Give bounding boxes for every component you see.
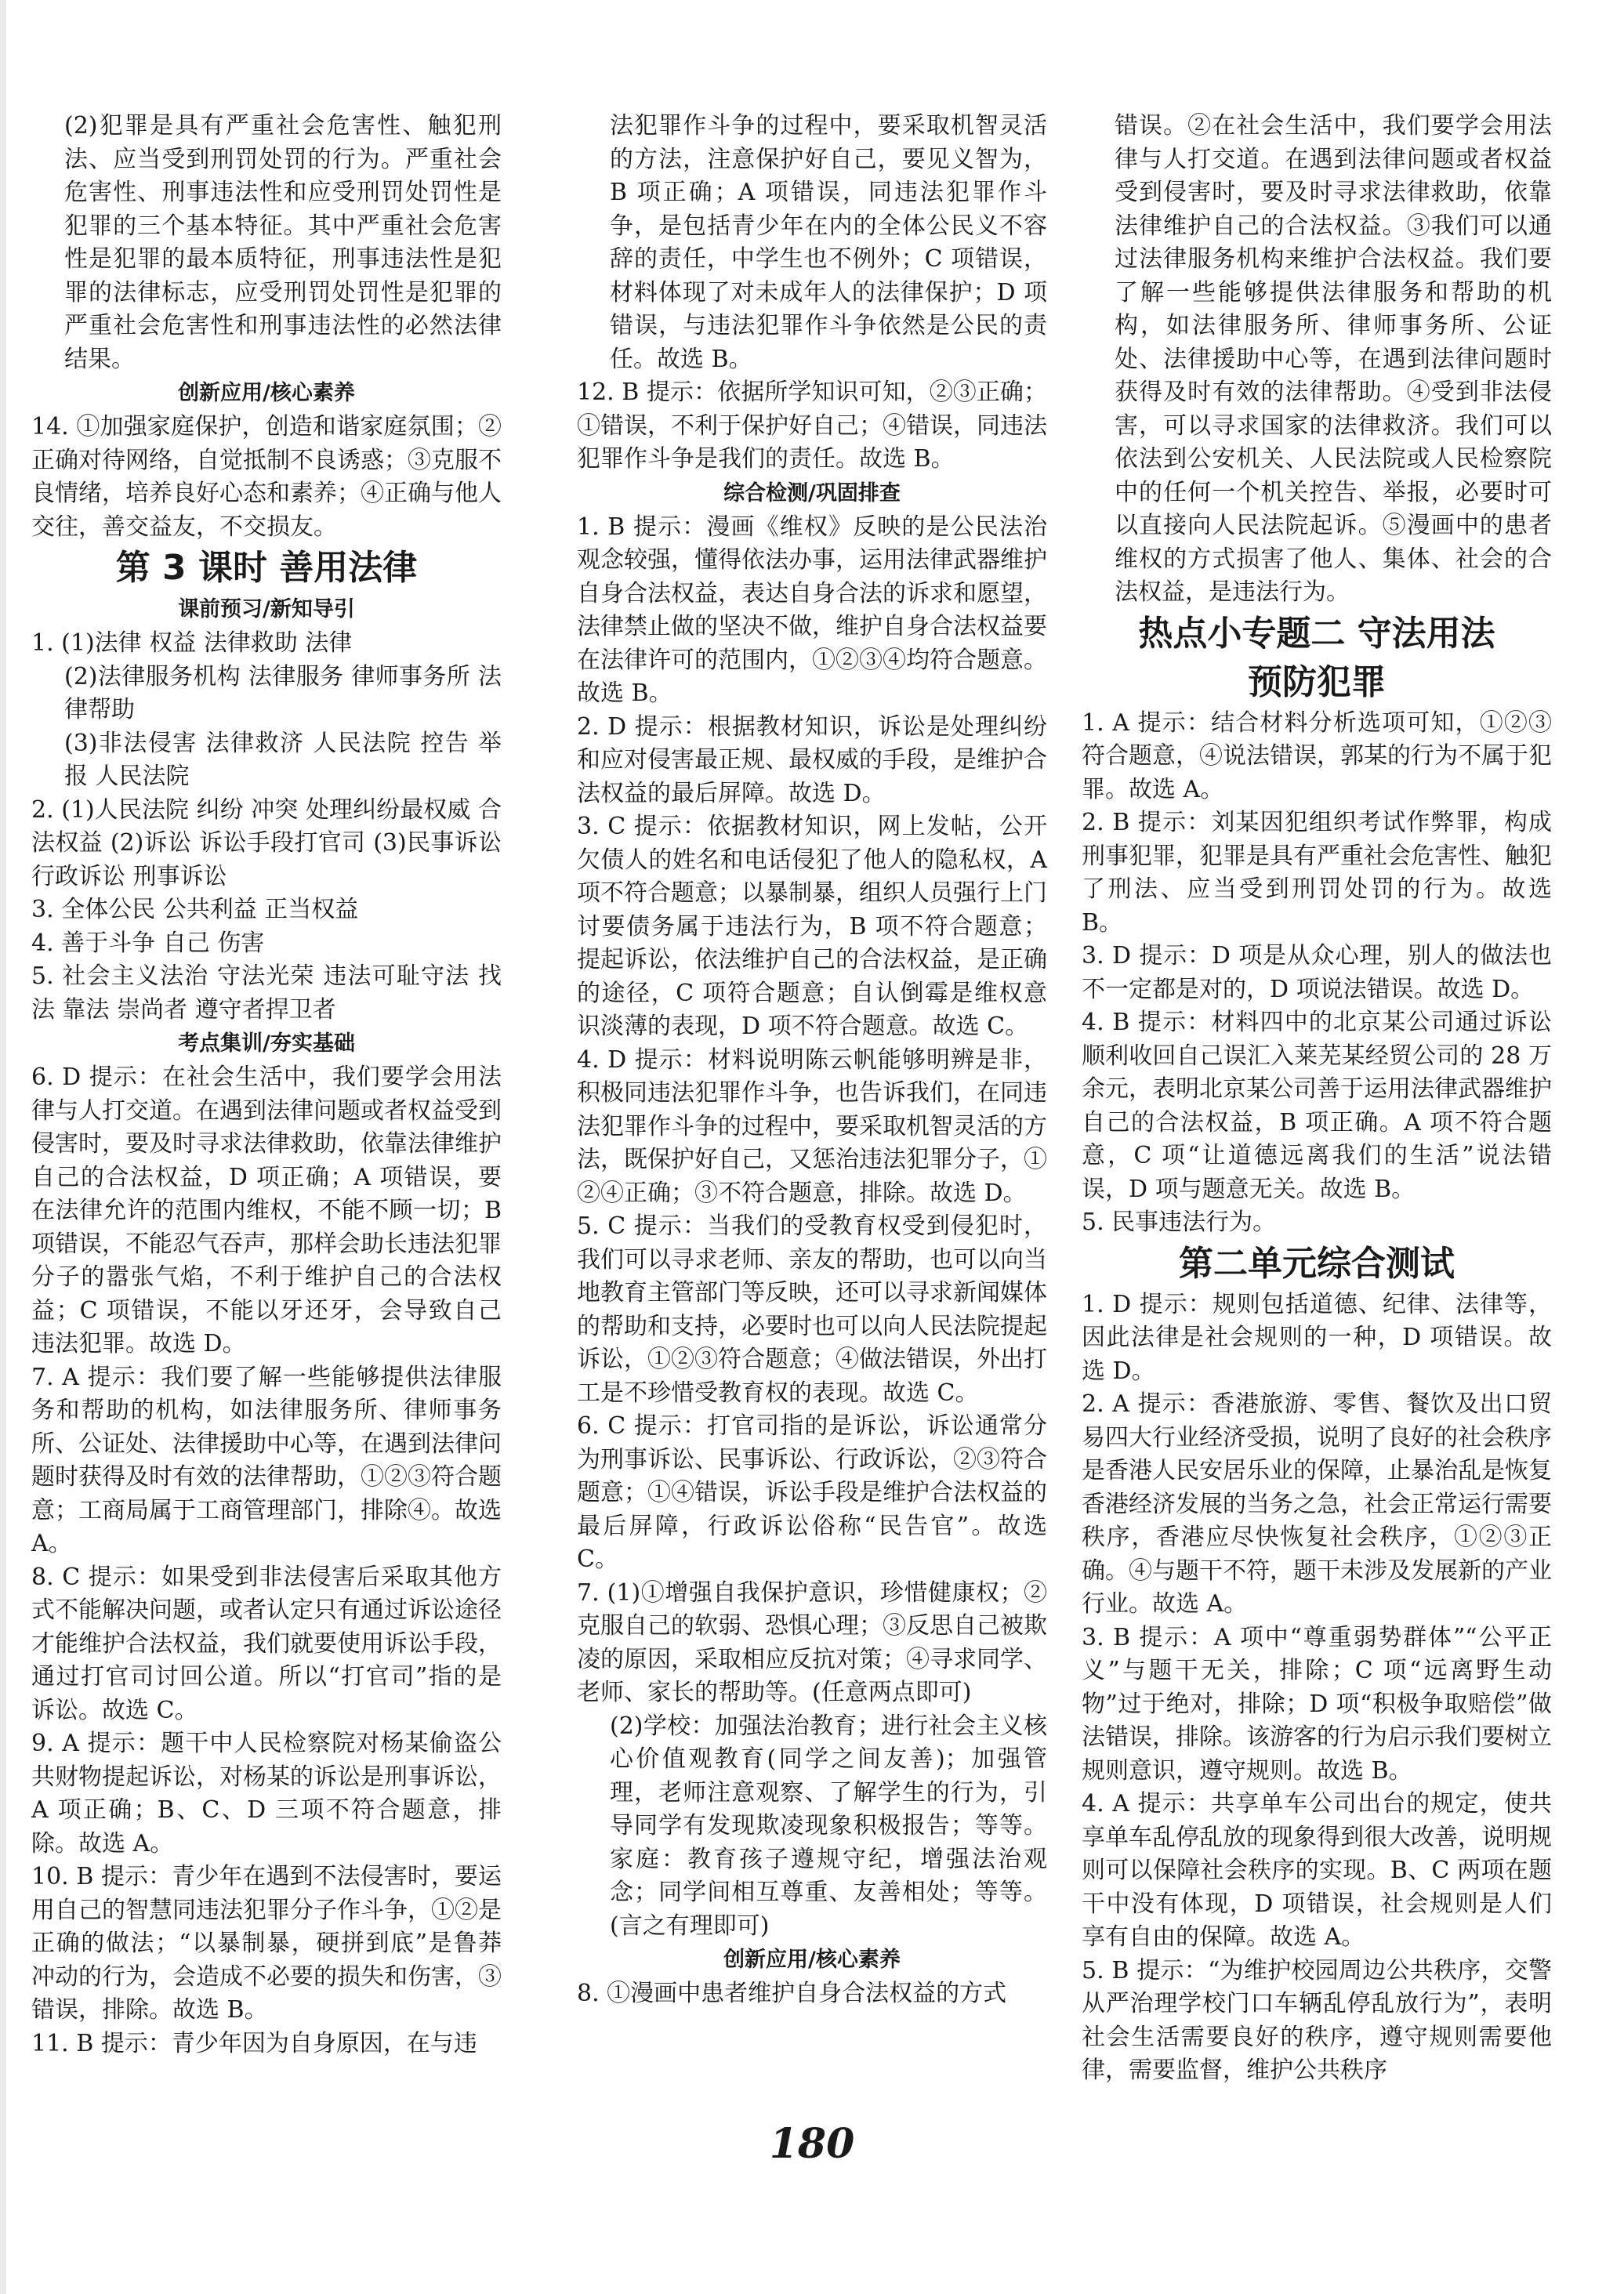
answer-11-continued: 法犯罪作斗争的过程中，要采取机智灵活的方法，注意保护好自己，要见义智为，B 项正确；A 项错误，同违法犯罪作斗争，是包括青少年在内的全体公民义不容辞的责任，中学生也不例外；C 项错误，材料体现了对未成年人的法律保护；D 项错误，与违法犯罪作斗争依然是公民的责任。故选 B。 [610,112,1047,373]
answer-9: 9. A 提示：题干中人民检察院对杨某偷盗公共财物提起诉讼，对杨某的诉讼是刑事诉讼，A 项正确；B、C、D 三项不符合题意，排除。故选 A。 [31,1730,502,1857]
column-3 [1082,110,1552,2088]
unit-answer-2: 2. A 提示：香港旅游、零售、餐饮及出口贸易四大行业经济受损，说明了良好的社会秩序是香港人民安居乐业的保障，止暴治乱是恢复香港经济发展的当务之急，社会正常运行需要秩序，香港应尽快恢复社会秩序，①②③正确。④与题干不符，题干未涉及发展新的产业行业。故选 A。 [1082,1390,1552,1618]
unit-answer-1: 1. D 提示：规则包括道德、纪律、法律等，因此法律是社会规则的一种，D 项错误。故选 D。 [1082,1290,1552,1385]
comprehensive-7-1: 7. (1)①增强自我保护意识，珍惜健康权；②克服自己的软弱、恐惧心理；③反思自己被欺凌的原因，采取相应反抗对策；④寻求同学、老师、家长的帮助等。(任意两点即可) [577,1578,1047,1706]
comprehensive-5: 5. C 提示：当我们的受教育权受到侵犯时，我们可以寻求老师、亲友的帮助，也可以向当地教育主管部门等反映，还可以寻求新闻媒体的帮助和支持，必要时也可以向人民法院提起诉讼，①②③符合题意；④做法错误，外出打工是不珍惜受教育权的表现。故选 C。 [577,1212,1047,1407]
answer-4: 4. 善于斗争 自己 伤害 [31,929,265,957]
column-1 [31,110,502,2060]
answer-7: 7. A 提示：我们要了解一些能够提供法律服务和帮助的机构，如法律服务所、律师事务所、公证处、法律援助中心等，在遇到法律问题时获得及时有效的法律帮助，①②③符合题意；工商局属于工商管理部门，排除④。故选 A。 [31,1363,502,1557]
answer-5: 5. 社会主义法治 守法光荣 违法可耻守法 找法 靠法 崇尚者 遵守者捍卫者 [31,962,502,1024]
comprehensive-8-continued: 错误。②在社会生活中，我们要学会用法律与人打交道。在遇到法律问题或者权益受到侵害时，要及时寻求法律救助，依靠法律维护自己的合法权益。③我们可以通过法律服务机构来维护合法权益。我们要了解一些能够提供法律服务和帮助的机构，如法律服务所、律师事务所、公证处、法律援助中心等，在遇到法律问题时获得及时有效的法律帮助。④受到非法侵害，可以寻求国家的法律救济。我们可以依法到公安机关、人民法院或人民检察院中的任何一个机关控告、举报，必要时可以直接向人民法院起诉。⑤漫画中的患者维权的方式损害了他人、集体、社会的合法权益，是违法行为。 [1115,112,1552,606]
section-innovation: 创新应用/核心素养 [178,381,355,405]
answer-12: 12. B 提示：依据所学知识可知，②③正确；①错误，不利于保护好自己；④错误，同违法犯罪作斗争是我们的责任。故选 B。 [577,379,1047,473]
page-edge [0,0,6,2294]
answer-2: 2. (1)人民法院 纠纷 冲突 处理纠纷最权威 合法权益 (2)诉讼 诉讼手段打官司 (3)民事诉讼 行政诉讼 刑事诉讼 [31,795,502,890]
unit-answer-4: 4. A 提示：共享单车公司出台的规定，使共享单车乱停乱放的现象得到很大改善，说明规则可以保障社会秩序的实现。B、C 两项在题干中没有体现，D 项错误，社会规则是人们享有自由的保障。故选 A。 [1082,1790,1552,1951]
topic-answer-5: 5. 民事违法行为。 [1082,1209,1277,1236]
topic-title-line-1: 热点小专题二 守法用法 [1138,613,1495,654]
unit-test-title: 第二单元综合测试 [1179,1243,1455,1284]
section-kaodian: 考点集训/夯实基础 [178,1031,355,1056]
lesson-title: 第 3 课时 善用法律 [115,548,418,588]
answer-6: 6. D 提示：在社会生活中，我们要学会用法律与人打交道。在遇到法律问题或者权益受到侵害时，要及时寻求法律救助，依靠法律维护自己的合法权益，D 项正确；A 项错误，要在法律允许的范围内维权，不能不顾一切；B 项错误，不能忍气吞声，那样会助长违法犯罪分子的嚣张气焰，不利于维护自己的合法权益；C 项错误，不能以牙还牙，会导致自己违法犯罪。故选 D。 [31,1064,502,1357]
section-preview: 课前预习/新知导引 [178,597,355,622]
answer-11: 11. B 提示：青少年因为自身原因，在与违 [31,2029,477,2057]
answer-14: 14. ①加强家庭保护，创造和谐家庭氛围；②正确对待网络，自觉抵制不良诱惑；③克服不良情绪，培养良好心态和素养；④正确与他人交往，善交益友，不交损友。 [31,413,502,541]
comprehensive-3: 3. C 提示：依据教材知识，网上发帖，公开欠债人的姓名和电话侵犯了他人的隐私权，A 项不符合题意；以暴制暴，组织人员强行上门讨要债务属于违法行为，B 项不符合题意；提起诉讼，依法维护自己的合法权益，是正确的途径，C 项符合题意；自认倒霉是维权意识淡薄的表现，D 项不符合题意。故选 C。 [577,813,1047,1040]
comprehensive-6: 6. C 提示：打官司指的是诉讼，诉讼通常分为刑事诉讼、民事诉讼、行政诉讼，②③符合题意；①④错误，诉讼手段是维护合法权益的最后屏障，行政诉讼俗称“民告官”。故选 C。 [577,1412,1047,1573]
unit-answer-5: 5. B 提示：“为维护校园周边公共秩序，交警从严治理学校门口车辆乱停乱放行为”，表明社会生活需要良好的秩序，遵守规则需要他律，需要监督，维护公共秩序 [1082,1956,1552,2084]
column-2 [577,110,1047,2011]
answer-13-2: (2)犯罪是具有严重社会危害性、触犯刑法、应当受到刑罚处罚的行为。严重社会危害性、刑事违法性和应受刑罚处罚性是犯罪的三个基本特征。其中严重社会危害性是犯罪的最本质特征，刑事违法性是犯罪的法律标志，应受刑罚处罚性是犯罪的严重社会危害性和刑事违法性的必然法律结果。 [64,112,502,373]
page-number: 180 [769,2120,855,2168]
comprehensive-7-2: (2)学校：加强法治教育；进行社会主义核心价值观教育(同学之间友善)；加强管理，老师注意观察、了解学生的行为，引导同学有发现欺凌现象积极报告；等等。家庭：教育孩子遵规守纪，增强法治观念；同学间相互尊重、友善相处；等等。(言之有理即可) [610,1712,1047,1940]
topic-answer-4: 4. B 提示：材料四中的北京某公司通过诉讼顺利收回自己误汇入莱芜某经贸公司的 28 万余元，表明北京某公司善于运用法律武器维护自己的合法权益，B 项正确。A 项不符合题意，C 项“让道德远离我们的生活”说法错误，D 项与题意无关。故选 B。 [1082,1009,1552,1203]
topic-title-line-2: 预防犯罪 [1248,661,1386,702]
section-innovation-2: 创新应用/核心素养 [723,1948,901,1972]
topic-answer-2: 2. B 提示：刘某因犯组织考试作弊罪，构成刑事犯罪，犯罪是具有严重社会危害性、触犯了刑法、应当受到刑罚处罚的行为。故选 B。 [1082,809,1552,937]
answer-8: 8. C 提示：如果受到非法侵害后采取其他方式不能解决问题，或者认定只有通过诉讼途径才能维护合法权益，我们就要使用诉讼手段，通过打官司讨回公道。所以“打官司”指的是诉讼。故选 C。 [31,1563,502,1724]
comprehensive-8: 8. ①漫画中患者维护自身合法权益的方式 [577,1980,1007,2007]
section-comprehensive: 综合检测/巩固排查 [723,480,901,506]
comprehensive-2: 2. D 提示：根据教材知识，诉讼是处理纠纷和应对侵害最正规、最权威的手段，是维护合法权益的最后屏障。故选 D。 [577,712,1047,807]
comprehensive-4: 4. D 提示：材料说明陈云帆能够明辨是非，积极同违法犯罪作斗争，也告诉我们，在同违法犯罪作斗争的过程中，要采取机智灵活的方法，既保护好自己，又惩治违法犯罪分子，①②④正确；③不符合题意，排除。故选 D。 [577,1046,1047,1207]
answer-1-1: 1. (1)法律 权益 法律救助 法律 [31,629,353,657]
topic-answer-3: 3. D 提示：D 项是从众心理，别人的做法也不一定都是对的，D 项说法错误。故选 D。 [1082,942,1552,1003]
answer-1-2: (2)法律服务机构 法律服务 律师事务所 法律帮助 [64,662,502,723]
comprehensive-1: 1. B 提示：漫画《维权》反映的是公民法治观念较强，懂得依法办事，运用法律武器维护自身合法权益，表达自身合法的诉求和愿望，法律禁止做的坚决不做，维护自身合法权益要在法律许可的范围内，①②③④均符合题意。故选 B。 [577,513,1047,707]
answer-10: 10. B 提示：青少年在遇到不法侵害时，要运用自己的智慧同违法犯罪分子作斗争，①②是正确的做法；“以暴制暴，硬拼到底”是鲁莽冲动的行为，会造成不必要的损失和伤害，③错误，排除。故选 B。 [31,1863,502,2024]
unit-answer-3: 3. B 提示：A 项中“尊重弱势群体”“公平正义”与题干无关，排除；C 项“远离野生动物”过于绝对，排除；D 项“积极争取赔偿”做法错误，排除。该游客的行为启示我们要树立规则意识，遵守规则。故选 B。 [1082,1623,1552,1785]
topic-answer-1: 1. A 提示：结合材料分析选项可知，①②③符合题意，④说法错误，郭某的行为不属于犯罪。故选 A。 [1082,708,1552,803]
answer-3: 3. 全体公民 公共利益 正当权益 [31,896,359,923]
answer-1-3: (3)非法侵害 法律救济 人民法院 控告 举报 人民法院 [64,729,502,790]
